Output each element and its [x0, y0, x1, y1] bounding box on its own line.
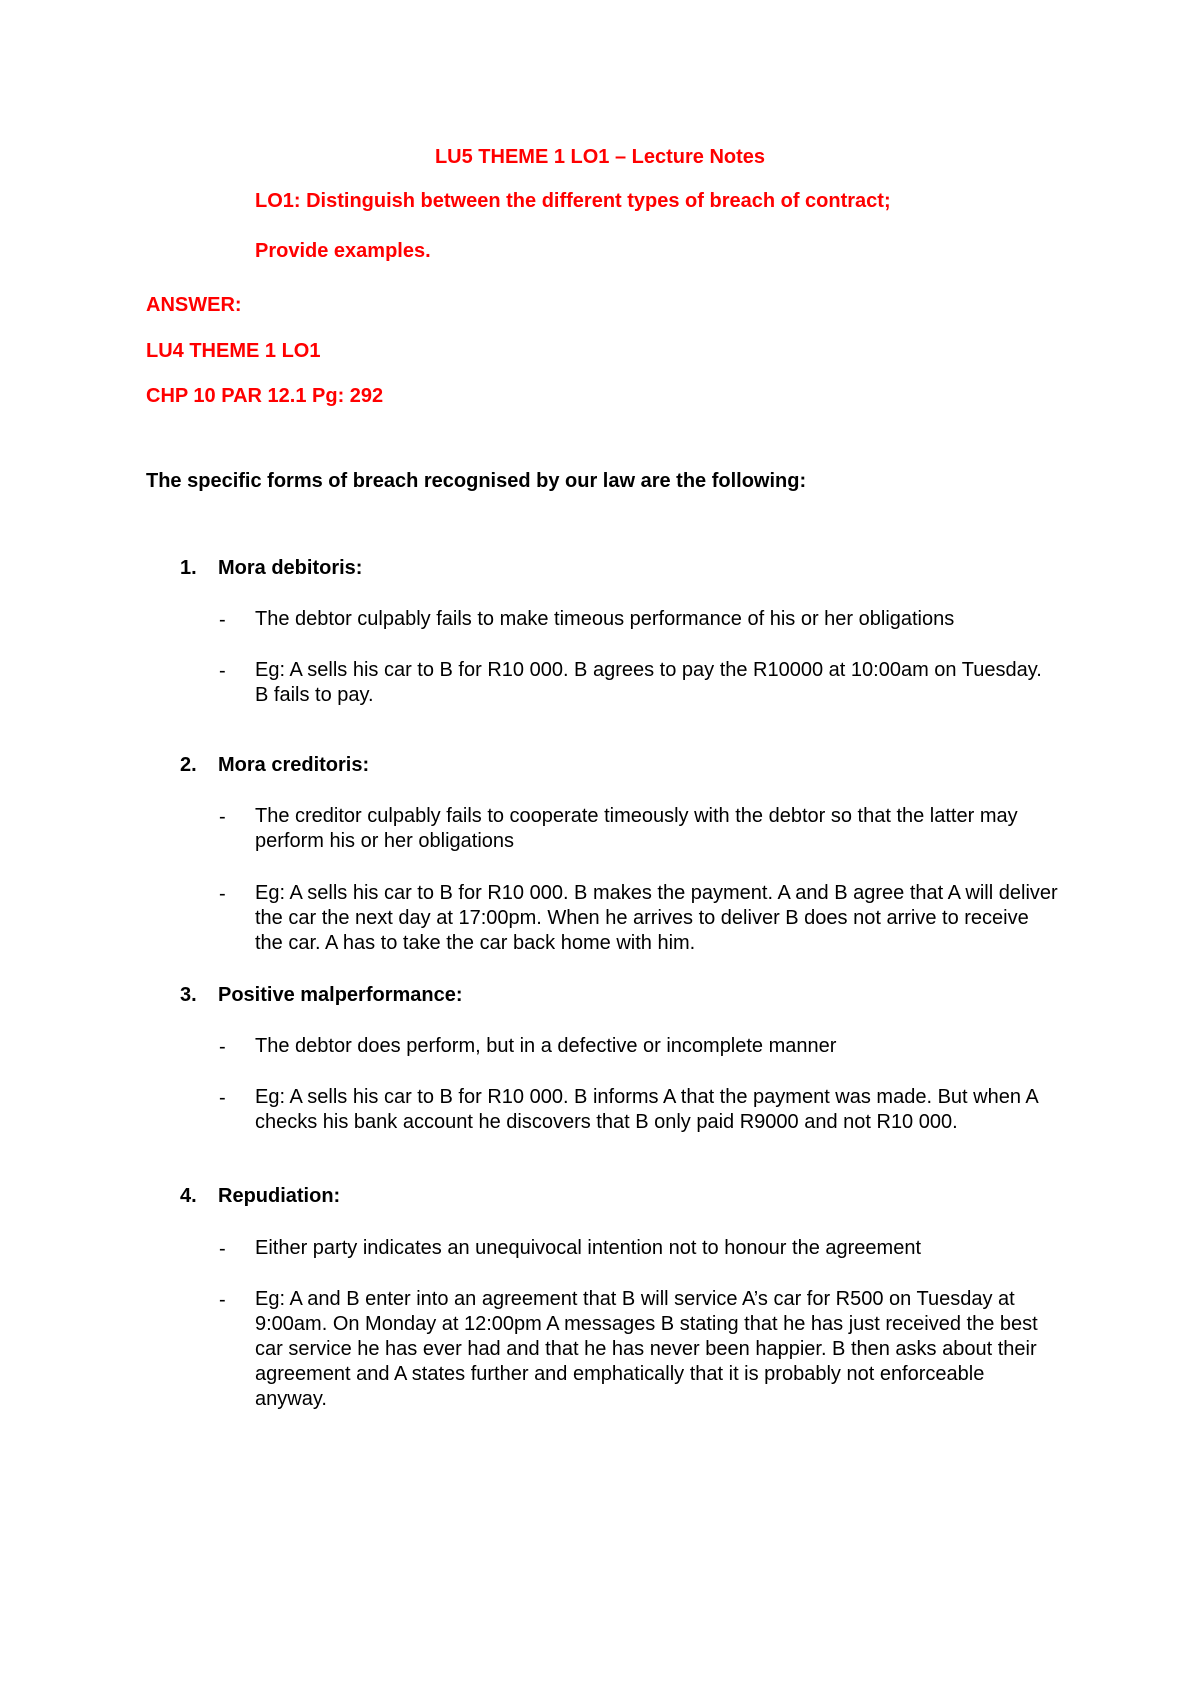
bullet-dash: -	[219, 1087, 226, 1109]
answer-label: ANSWER:	[146, 294, 242, 316]
section-number: 3.	[180, 984, 197, 1006]
page-title: LU5 THEME 1 LO1 – Lecture Notes	[434, 146, 766, 168]
section-number: 4.	[180, 1185, 197, 1207]
bullet-dash: -	[219, 883, 226, 905]
bullet-example: Eg: A sells his car to B for R10 000. B makes the payment. A and B agree that A will deliver the car the next day at 17:00pm. When he arrives to deliver B does not arrive to receive the car. A has to take the car back home with him.	[255, 882, 1058, 954]
section-heading: Mora debitoris:	[218, 557, 363, 579]
bullet-dash: -	[219, 609, 226, 631]
bullet-definition: The debtor does perform, but in a defective or incomplete manner	[255, 1035, 837, 1057]
bullet-dash: -	[219, 806, 226, 828]
section-number: 2.	[180, 754, 197, 776]
bullet-example: Eg: A sells his car to B for R10 000. B informs A that the payment was made. But when A checks his bank account he discovers that B only paid R9000 and not R10 000.	[255, 1086, 1038, 1133]
section-heading: Positive malperformance:	[218, 984, 463, 1006]
section-heading: Mora creditoris:	[218, 754, 370, 776]
learning-outcome: LO1: Distinguish between the different types of breach of contract;	[255, 190, 891, 212]
bullet-dash: -	[219, 1238, 226, 1260]
bullet-example: Eg: A and B enter into an agreement that B will service A’s car for R500 on Tuesday at 9:00am. On Monday at 12:00pm A messages B stating that he has just received the best car service he has ever had and that he has never been happier. B then asks about their agreement and A states further and emphatically that it is probably not enforceable anyway.	[255, 1288, 1038, 1410]
section-number: 1.	[180, 557, 197, 579]
bullet-dash: -	[219, 1036, 226, 1058]
section-heading: Repudiation:	[218, 1185, 341, 1207]
intro-statement: The specific forms of breach recognised by our law are the following:	[146, 470, 807, 492]
answer-reference-chapter: CHP 10 PAR 12.1 Pg: 292	[146, 385, 384, 407]
bullet-definition: Either party indicates an unequivocal intention not to honour the agreement	[255, 1237, 921, 1259]
bullet-definition: The debtor culpably fails to make timeous performance of his or her obligations	[255, 608, 955, 630]
bullet-dash: -	[219, 660, 226, 682]
answer-reference-unit: LU4 THEME 1 LO1	[146, 340, 321, 362]
learning-outcome-instruction: Provide examples.	[255, 240, 431, 262]
bullet-definition: The creditor culpably fails to cooperate timeously with the debtor so that the latter may perform his or her obligations	[255, 805, 1018, 852]
bullet-example: Eg: A sells his car to B for R10 000. B agrees to pay the R10000 at 10:00am on Tuesday. B fails to pay.	[255, 659, 1042, 706]
bullet-dash: -	[219, 1289, 226, 1311]
